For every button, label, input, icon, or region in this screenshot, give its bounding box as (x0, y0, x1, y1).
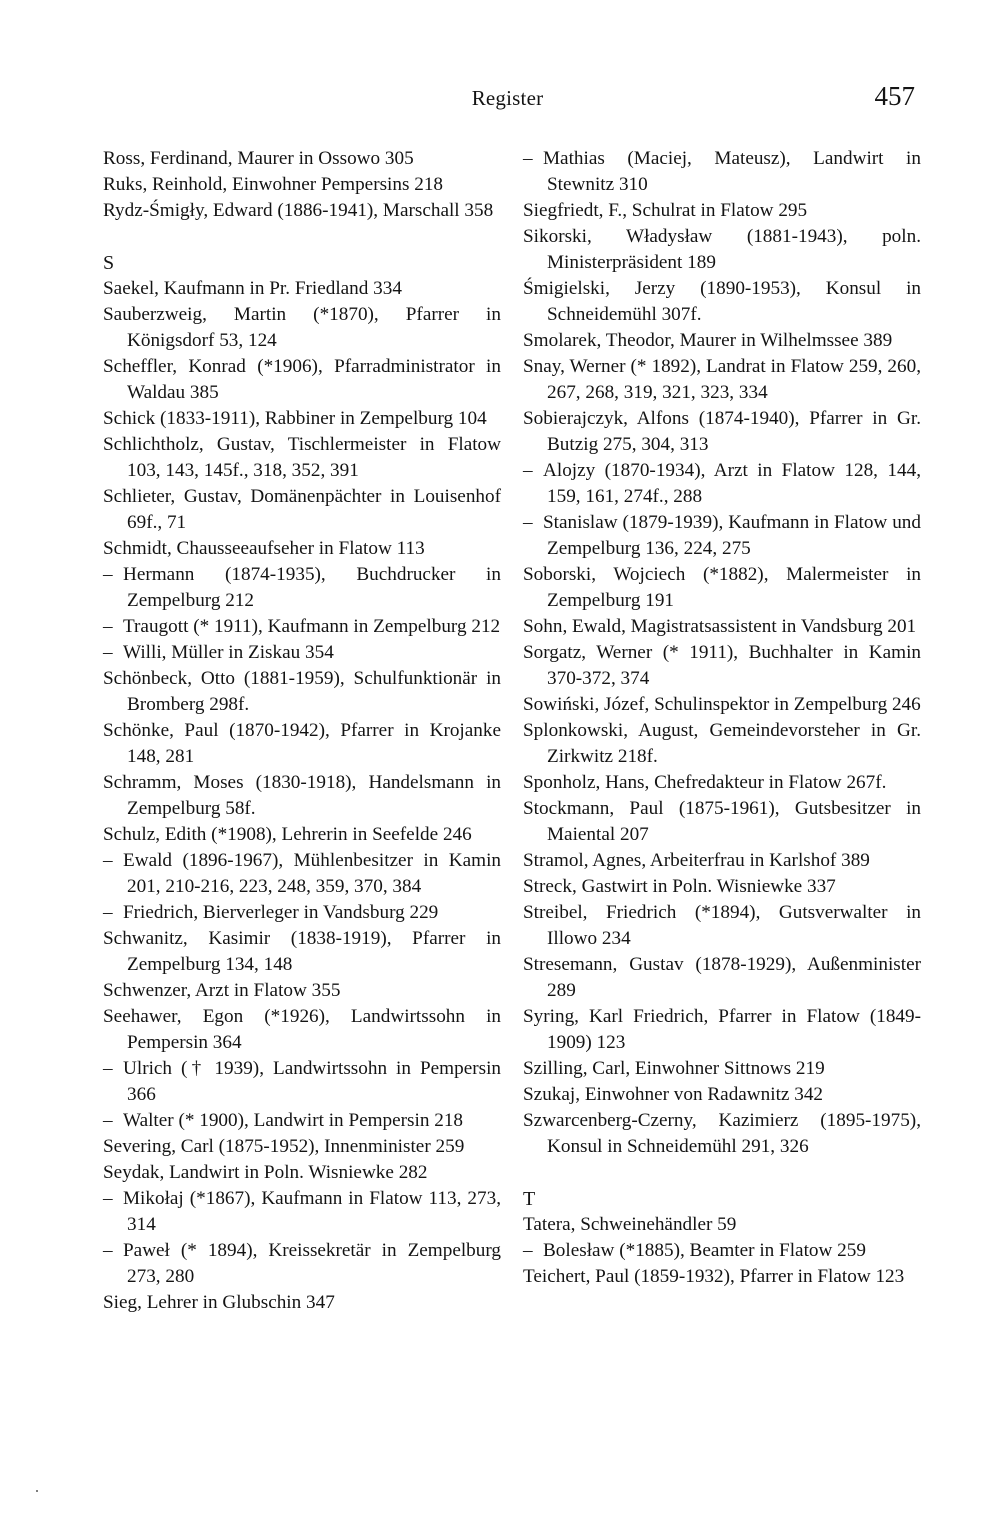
index-subentry: – Stanislaw (1879-1939), Kaufmann in Flatow und Zempelburg 136, 224, 275 (523, 510, 921, 562)
index-entry: Stresemann, Gustav (1878-1929), Außenminister 289 (523, 954, 921, 1001)
index-subentry: – Mathias (Maciej, Mateusz), Landwirt in Stewnitz 310 (523, 146, 921, 198)
index-subentry: – Paweł (* 1894), Kreissekretär in Zempelburg 273, 280 (103, 1238, 501, 1290)
index-entry: Ross, Ferdinand, Maurer in Ossowo 305 (103, 148, 414, 169)
section-letter: T (523, 1188, 536, 1210)
index-entry: Sorgatz, Werner (* 1911), Buchhalter in Kamin 370-372, 374 (523, 642, 921, 689)
index-entry: Szukaj, Einwohner von Radawnitz 342 (523, 1084, 824, 1105)
index-entry: Schulz, Edith (*1908), Lehrerin in Seefelde 246 (103, 824, 472, 845)
index-entry: Scheffler, Konrad (*1906), Pfarradministrator in Waldau 385 (103, 356, 501, 403)
index-subentry: – Traugott (* 1911), Kaufmann in Zempelburg 212 (103, 614, 501, 640)
index-entry: Soborski, Wojciech (*1882), Malermeister in Zempelburg 191 (523, 564, 921, 611)
index-subentry: – Ewald (1896-1967), Mühlenbesitzer in Kamin 201, 210-216, 223, 248, 359, 370, 384 (103, 848, 501, 900)
index-entry: Sauberzweig, Martin (*1870), Pfarrer in Königsdorf 53, 124 (103, 304, 501, 351)
scan-speck (36, 1490, 38, 1492)
index-entry: Seydak, Landwirt in Poln. Wisniewke 282 (103, 1162, 428, 1183)
index-entry: Syring, Karl Friedrich, Pfarrer in Flatow (1849-1909) 123 (523, 1006, 921, 1053)
index-entry: Sikorski, Władysław (1881-1943), poln. Ministerpräsident 189 (523, 226, 921, 273)
index-subentry: – Willi, Müller in Ziskau 354 (103, 640, 501, 666)
index-entry: Teichert, Paul (1859-1932), Pfarrer in Flatow 123 (523, 1266, 905, 1287)
index-entry: Smolarek, Theodor, Maurer in Wilhelmssee 389 (523, 330, 893, 351)
index-subentry: – Mikołaj (*1867), Kaufmann in Flatow 113, 273, 314 (103, 1186, 501, 1238)
index-entry: Saekel, Kaufmann in Pr. Friedland 334 (103, 278, 402, 299)
index-entry: Streck, Gastwirt in Poln. Wisniewke 337 (523, 876, 836, 897)
index-subentry: – Hermann (1874-1935), Buchdrucker in Zempelburg 212 (103, 562, 501, 614)
index-entry: Sowiński, Józef, Schulinspektor in Zempelburg 246 (523, 694, 921, 715)
index-entry: Schramm, Moses (1830-1918), Handelsmann in Zempelburg 58f. (103, 772, 501, 819)
index-entry: Ruks, Reinhold, Einwohner Pempersins 218 (103, 174, 444, 195)
index-subentry: – Bolesław (*1885), Beamter in Flatow 259 (523, 1238, 921, 1264)
index-entry: Stramol, Agnes, Arbeiterfrau in Karlshof 389 (523, 850, 870, 871)
index-entry: Śmigielski, Jerzy (1890-1953), Konsul in Schneidemühl 307f. (523, 278, 921, 325)
index-entry: Sobierajczyk, Alfons (1874-1940), Pfarrer in Gr. Butzig 275, 304, 313 (523, 408, 921, 455)
index-entry: Szwarcenberg-Czerny, Kazimierz (1895-1975), Konsul in Schneidemühl 291, 326 (523, 1110, 921, 1157)
index-subentry: – Ulrich († 1939), Landwirtssohn in Pempersin 366 (103, 1056, 501, 1108)
index-subentry: – Alojzy (1870-1934), Arzt in Flatow 128, 144, 159, 161, 274f., 288 (523, 458, 921, 510)
index-entry: Severing, Carl (1875-1952), Innenminister 259 (103, 1136, 465, 1157)
index-entry: Schönke, Paul (1870-1942), Pfarrer in Krojanke 148, 281 (103, 720, 501, 767)
index-subentry: – Friedrich, Bierverleger in Vandsburg 229 (103, 900, 501, 926)
index-entry: Schwenzer, Arzt in Flatow 355 (103, 980, 341, 1001)
index-entry: Sieg, Lehrer in Glubschin 347 (103, 1292, 335, 1313)
index-entry: Snay, Werner (* 1892), Landrat in Flatow 259, 260, 267, 268, 319, 321, 323, 334 (523, 356, 921, 403)
section-letter: S (103, 252, 115, 274)
index-entry: Stockmann, Paul (1875-1961), Gutsbesitzer in Maiental 207 (523, 798, 921, 845)
index-entry: Szilling, Carl, Einwohner Sittnows 219 (523, 1058, 825, 1079)
index-entry: Tatera, Schweinehändler 59 (523, 1214, 737, 1235)
index-entry: Splonkowski, August, Gemeindevorsteher in Gr. Zirkwitz 218f. (523, 720, 921, 767)
index-entry: Schlieter, Gustav, Domänenpächter in Louisenhof 69f., 71 (103, 486, 501, 533)
index-entry: Sponholz, Hans, Chefredakteur in Flatow 267f. (523, 772, 887, 793)
index-entry: Sohn, Ewald, Magistratsassistent in Vandsburg 201 (523, 616, 917, 637)
index-entry: Streibel, Friedrich (*1894), Gutsverwalter in Illowo 234 (523, 902, 921, 949)
page-number: 457 (874, 81, 915, 111)
running-header (100, 81, 915, 118)
index-entry: Schlichtholz, Gustav, Tischlermeister in Flatow 103, 143, 145f., 318, 352, 391 (103, 434, 501, 481)
index-entry: Siegfriedt, F., Schulrat in Flatow 295 (523, 200, 808, 221)
index-column-right (523, 146, 921, 1290)
index-entry: Schönbeck, Otto (1881-1959), Schulfunktionär in Bromberg 298f. (103, 668, 501, 715)
index-entry: Schmidt, Chausseeaufseher in Flatow 113 (103, 538, 425, 559)
index-entry: Schwanitz, Kasimir (1838-1919), Pfarrer in Zempelburg 134, 148 (103, 928, 501, 975)
index-entry: Rydz-Śmigły, Edward (1886-1941), Marschall 358 (103, 200, 494, 221)
index-entry: Schick (1833-1911), Rabbiner in Zempelburg 104 (103, 408, 487, 429)
index-entry: Seehawer, Egon (*1926), Landwirtssohn in Pempersin 364 (103, 1006, 501, 1053)
index-column-left (103, 146, 501, 1316)
index-subentry: – Walter (* 1900), Landwirt in Pempersin 218 (103, 1108, 501, 1134)
running-title: Register (471, 86, 544, 110)
